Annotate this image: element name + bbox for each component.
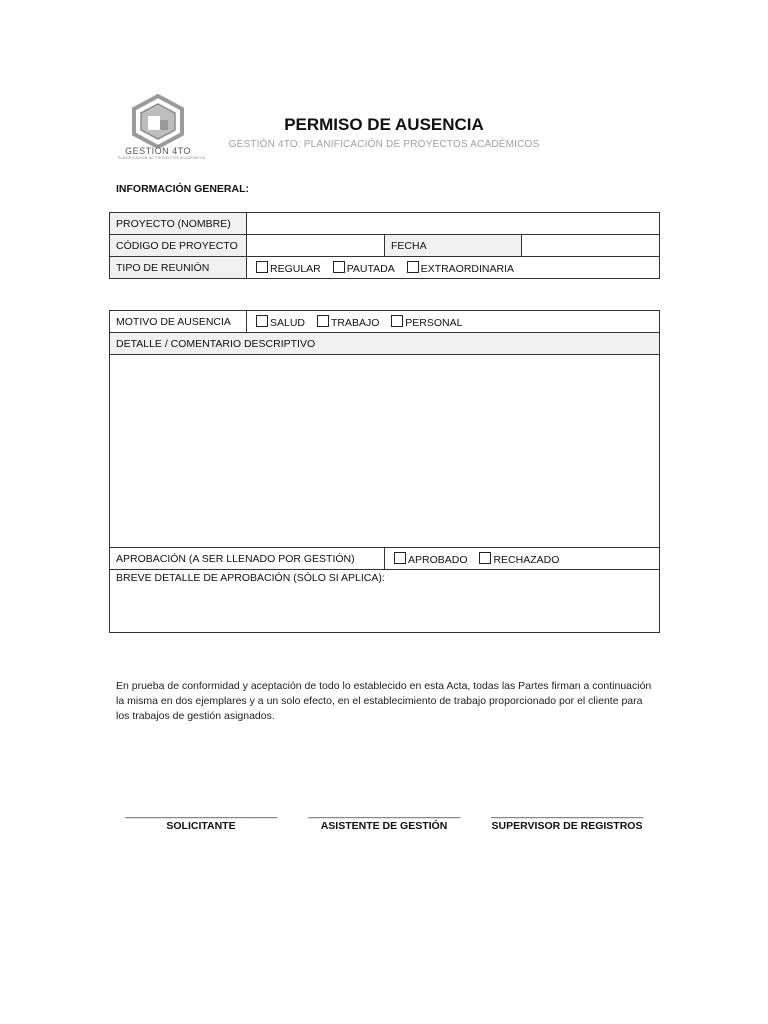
- checkbox-icon[interactable]: [317, 315, 329, 327]
- checkbox-icon[interactable]: [256, 261, 268, 273]
- signature-label: ASISTENTE DE GESTIÓN: [320, 820, 448, 832]
- signature-asistente: [304, 808, 464, 832]
- checkbox-icon[interactable]: [407, 261, 419, 273]
- signature-label: SOLICITANTE: [166, 820, 236, 832]
- project-name-field[interactable]: [247, 213, 660, 235]
- general-info-table: [109, 212, 660, 279]
- logo-name: GESTIÓN 4TO: [125, 146, 191, 156]
- meeting-option-pautada[interactable]: PAUTADA: [330, 263, 395, 275]
- approval-option-aprobado[interactable]: APROBADO: [391, 554, 468, 566]
- reason-option-personal[interactable]: PERSONAL: [388, 317, 462, 329]
- checkbox-icon[interactable]: [333, 261, 345, 273]
- checkbox-icon[interactable]: [394, 552, 406, 564]
- absence-table: [109, 310, 660, 633]
- page-subtitle: GESTIÓN 4TO: PLANIFICACIÓN DE PROYECTOS ACADÉMICOS: [228, 139, 540, 150]
- meeting-option-regular[interactable]: REGULAR: [253, 263, 321, 275]
- approval-option-rechazado[interactable]: RECHAZADO: [476, 554, 559, 566]
- signature-solicitante: [121, 808, 281, 832]
- approval-detail-label: BREVE DETALLE DE APROBACIÓN (SÓLO SI APLICA):: [116, 572, 385, 584]
- signature-line: ______________________________: [491, 808, 643, 819]
- meeting-option-extraordinaria[interactable]: EXTRAORDINARIA: [404, 263, 514, 275]
- approval-label: APROBACIÓN (A SER LLENADO POR GESTIÓN): [110, 548, 385, 570]
- page-title: PERMISO DE AUSENCIA: [284, 115, 484, 134]
- signature-line: ______________________________: [125, 808, 277, 819]
- signature-line: ______________________________: [308, 808, 460, 819]
- project-code-label: CÓDIGO DE PROYECTO: [110, 235, 247, 257]
- date-field[interactable]: [522, 235, 660, 257]
- meeting-type-label: TIPO DE REUNIÓN: [110, 257, 247, 279]
- hexagon-logo-icon: [130, 94, 186, 148]
- project-code-field[interactable]: [247, 235, 385, 257]
- project-name-label: PROYECTO (NOMBRE): [110, 213, 247, 235]
- date-label: FECHA: [385, 235, 522, 257]
- reason-label: MOTIVO DE AUSENCIA: [110, 311, 247, 333]
- general-info-label: INFORMACIÓN GENERAL:: [116, 183, 249, 195]
- signature-supervisor: [487, 808, 647, 832]
- checkbox-icon[interactable]: [391, 315, 403, 327]
- signature-label: SUPERVISOR DE REGISTROS: [491, 820, 643, 832]
- checkbox-icon[interactable]: [479, 552, 491, 564]
- reason-option-trabajo[interactable]: TRABAJO: [314, 317, 379, 329]
- logo-tagline: PLANIFICACIÓN DE PROYECTOS ACADÉMICOS: [118, 156, 206, 160]
- reason-options: [247, 311, 660, 333]
- company-logo: [118, 94, 206, 164]
- detail-label: DETALLE / COMENTARIO DESCRIPTIVO: [110, 333, 660, 355]
- approval-detail-field[interactable]: [110, 570, 660, 633]
- checkbox-icon[interactable]: [256, 315, 268, 327]
- approval-options: [385, 548, 660, 570]
- meeting-type-options: [247, 257, 660, 279]
- detail-field[interactable]: [110, 355, 660, 548]
- reason-option-salud[interactable]: SALUD: [253, 317, 305, 329]
- agreement-paragraph: En prueba de conformidad y aceptación de todo lo establecido en esta Acta, todas las Partes firman a continuación la misma en dos ejemplares y a un solo efecto, en el establecimiento de trabajo proporcionado por el cliente para los trabajos de gestión asignados.: [116, 680, 652, 722]
